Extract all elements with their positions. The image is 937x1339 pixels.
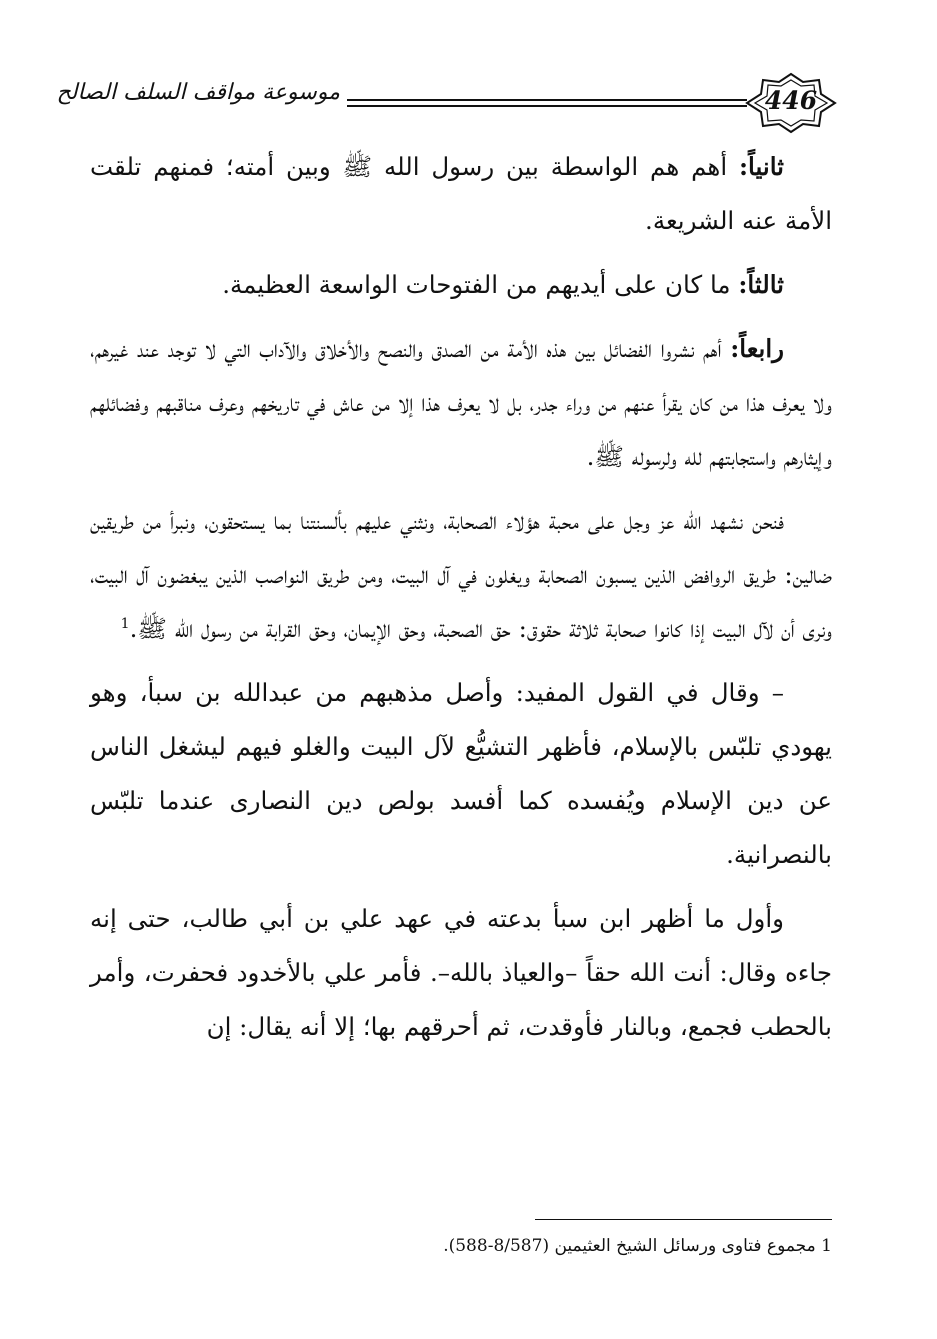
footnote-reference[interactable]: 1 xyxy=(120,615,130,632)
main-text xyxy=(90,140,832,1064)
page-number-badge xyxy=(745,72,837,134)
header-rule-bottom xyxy=(347,105,747,107)
paragraph xyxy=(90,892,832,1054)
paragraph-lead: رابعاً: xyxy=(730,334,784,363)
footnote-text: مجموع فتاوى ورسائل الشيخ العثيمين (8/587-588). xyxy=(443,1236,822,1256)
paragraph-lead: ثالثاً: xyxy=(738,270,784,299)
paragraph xyxy=(90,140,832,248)
paragraph-lead: ثانياً: xyxy=(738,152,784,181)
paragraph-text: وأول ما أظهر ابن سبأ بدعته في عهد علي بن أبي طالب، حتى إنه جاءه وقال: أنت الله حقاً –والعياذ بالله–. فأمر علي بالأخدود فحفرت، وأمر بالحطب فجمع، وبالنار فأوقدت، ثم أحرقهم بها؛ إلا أنه يقال: إن xyxy=(90,904,832,1041)
footnote xyxy=(90,1232,832,1260)
paragraph-text: ما كان على أيديهم من الفتوحات الواسعة العظيمة. xyxy=(222,270,739,299)
page-header xyxy=(56,72,837,134)
header-rule-top xyxy=(347,99,747,101)
page-number: 446 xyxy=(764,86,818,115)
paragraph-text: فنحن نشهد الله عز وجل على محبة هؤلاء الصحابة، ونثني عليهم بألسنتنا بما يستحقون، ونبرأ من طريقين ضالين: طريق الروافض الذين يسبون الصحابة ويغلون في آل البيت، ومن طريق النواصب الذين يبغضون آل البيت، ونرى أن لآل البيت إذا كانوا صحابة ثلاثة حقوق: حق الصحبة، وحق الإيمان، وحق القرابة من رسول الله ﷺ. xyxy=(90,506,832,643)
paragraph xyxy=(90,666,832,882)
paragraph xyxy=(90,494,832,656)
paragraph xyxy=(90,258,832,312)
footnote-number: 1 xyxy=(821,1236,832,1256)
paragraph-text: أهم هم الواسطة بين رسول الله ﷺ وبين أمته؛ فمنهم تلقت الأمة عنه الشريعة. xyxy=(90,152,832,235)
footnote-separator xyxy=(535,1219,832,1220)
book-title: موسوعة مواقف السلف الصالح xyxy=(56,80,340,105)
paragraph-text: – وقال في القول المفيد: وأصل مذهبهم من عبدالله بن سبأ، وهو يهودي تلبّس بالإسلام، فأظهر التشيُّع لآل البيت والغلو فيهم ليشغل الناس عن دين الإسلام ويُفسده كما أفسد بولص دين النصارى عندما تلبّس بالنصرانية. xyxy=(90,678,832,869)
paragraph xyxy=(90,322,832,484)
paragraph-text: أهم نشروا الفضائل بين هذه الأمة من الصدق والنصح والأخلاق والآداب التي لا توجد عند غيرهم، ولا يعرف هذا من كان يقرأ عنهم من وراء جدر، بل لا يعرف هذا إلا من عاش في تاريخهم وعرف مناقبهم وفضائلهم وإيثارهم واستجابتهم لله ولرسوله ﷺ. xyxy=(90,334,832,471)
